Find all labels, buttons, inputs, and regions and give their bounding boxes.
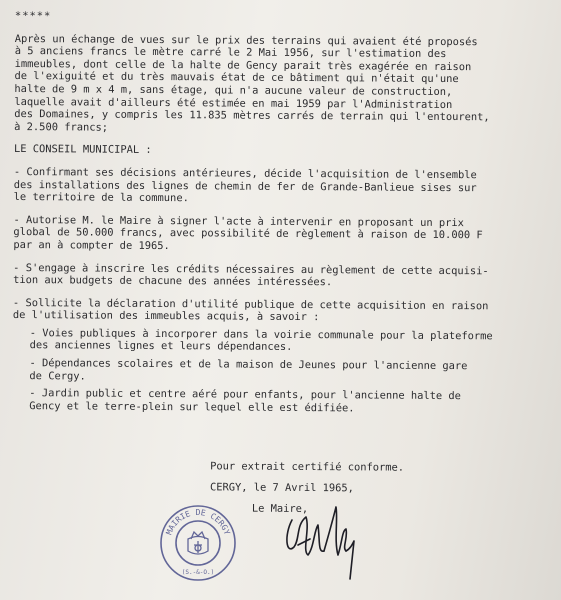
svg-text:MAIRIE DE CERGY: MAIRIE DE CERGY: [164, 508, 232, 537]
separator-stars: *****: [14, 10, 52, 23]
intro-line: à 2.500 francs;: [14, 120, 109, 134]
resolution-line: par an à compter de 1965.: [13, 238, 170, 252]
sub-item-line: - Dépendances scolaires et de la maison de Jeunes pour l'ancienne gare: [29, 357, 468, 373]
resolution-line: - Autorise M. le Maire à signer l'acte à intervenir en proposant un prix: [13, 213, 464, 229]
certified-line: Pour extrait certifié conforme.: [210, 460, 405, 474]
resolution-line: tion aux budgets de chacune des années intéressées.: [13, 274, 333, 289]
resolution-item: [14, 166, 550, 208]
mayor-signature: [280, 495, 360, 580]
sub-item-line: de Cergy.: [29, 369, 86, 383]
sub-item: [13, 327, 549, 356]
intro-line: à 5 anciens francs le mètre carré le 2 Mai 1956, sur l'estimation des: [14, 45, 447, 61]
intro-paragraph: [14, 33, 551, 137]
intro-line: des Domaines, y compris les 11.835 mètres carrés de terrain qui l'entourent,: [14, 108, 490, 124]
signatory-label: Le Maire,: [251, 502, 309, 516]
mairie-stamp-seal: [158, 503, 238, 583]
intro-line: laquelle avait d'ailleurs été estimée en mai 1959 par l'Administration: [14, 95, 453, 111]
resolution-item: [13, 297, 549, 326]
sub-item-line: - Voies publiques à incorporer dans la voirie communale pour la plateforme: [29, 326, 493, 343]
document-body: [12, 10, 551, 416]
resolution-line: des installations des lignes de chemin de fer de Grande-Banlieue sises sur: [13, 178, 477, 194]
resolution-item: [13, 214, 549, 256]
intro-line: halte de 9 m x 4 m, sans étage, qui n'a aucune valeur de construction,: [14, 82, 453, 99]
intro-line: de l'exiguité et du très mauvais état de ce bâtiment qui n'était qu'une: [14, 70, 459, 86]
intro-line: Après un échange de vues sur le prix des terrains qui avaient été proposés: [14, 32, 478, 48]
resolution-line: - S'engage à inscrire les crédits nécessaires au règlement de cette acquisi-: [13, 261, 489, 277]
council-heading: LE CONSEIL MUNICIPAL :: [13, 143, 152, 157]
svg-text:(S.-&-O.): (S.-&-O.): [181, 569, 215, 576]
sub-item: [12, 357, 548, 386]
resolution-item: [13, 261, 549, 290]
sub-item-line: - Jardin public et centre aéré pour enfants, pour l'ancienne halte de: [29, 387, 462, 403]
sub-item-line: des anciennes lignes et leurs dépendances.: [29, 339, 293, 354]
place-date: CERGY, le 7 Avril 1965,: [209, 481, 354, 495]
intro-line: immeubles, dont celle de la halte de Gency parait très exagérée en raison: [14, 57, 472, 73]
sub-item-line: Gency et le terre-plein sur lequel elle est édifiée.: [29, 399, 355, 415]
resolution-line: global de 50.000 francs, avec possibilité de règlement à raison de 10.000 F: [13, 226, 483, 242]
resolution-line: de l'utilisation des immeubles acquis, à savoir :: [12, 309, 320, 324]
resolution-line: - Sollicite la déclaration d'utilité publique de cette acquisition en raison: [12, 296, 489, 312]
resolution-line: - Confirmant ses décisions antérieures, décide l'acquisition de l'ensemble: [13, 165, 477, 182]
resolution-line: le territoire de la commune.: [13, 191, 189, 205]
sub-item: [12, 387, 548, 416]
